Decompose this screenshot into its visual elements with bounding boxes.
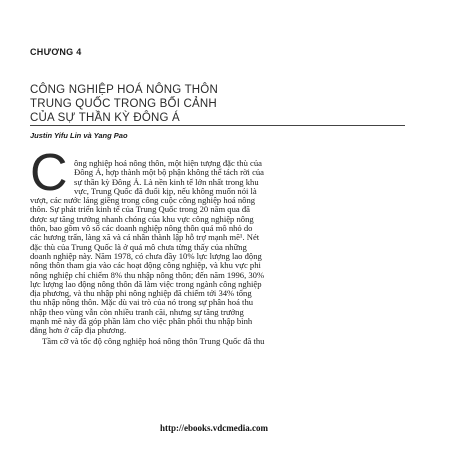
body-line: thôn, bao gồm vô số các doanh nghiệp nông thôn quá mô nhỏ do bbox=[30, 224, 253, 234]
chapter-title-line: TRUNG QUỐC TRONG BỐI CẢNH bbox=[30, 98, 217, 110]
drop-cap: C bbox=[30, 144, 68, 202]
authors: Justin Yifu Lin và Yang Pao bbox=[30, 131, 128, 140]
body-line: mạnh mẽ này đã góp phần làm cho việc phân phối thu nhập bình bbox=[30, 317, 253, 327]
body-line: ông nghiệp hoá nông thôn, một hiện tượng đặc thù của bbox=[74, 159, 262, 168]
body-line: địa phương, và thu nhập phi nông nghiệp đã chiếm tới 34% tổng bbox=[30, 289, 252, 299]
body-line: các hương trấn, làng xã và cá nhân thành lập hỗ trợ mạnh mẽ¹. Nét bbox=[30, 233, 260, 243]
body-line: thu nhập nông thôn. Mặc dù vai trò của nó trong sự phân hoá thu bbox=[30, 298, 254, 308]
body-line: đẳng hơn ở cấp địa phương. bbox=[30, 326, 127, 336]
body-line: Tầm cỡ và tốc độ công nghiệp hoá nông thôn Trung Quốc đã thu bbox=[42, 335, 265, 346]
body-line: sự thần kỳ Đông Á. Là nền kinh tế lớn nhất trong khu bbox=[74, 177, 259, 187]
body-line: Đông Á, hợp thành một bộ phận không thể tách rời của bbox=[74, 168, 264, 178]
body-line: thôn. Sự phát triển kinh tế của Trung Quốc trong 20 năm qua đã bbox=[30, 205, 250, 215]
body-line: vực, Trung Quốc đã đuổi kịp, nếu không muốn nói là bbox=[74, 186, 257, 196]
body-line: doanh nghiệp này. Năm 1978, có chưa đầy 10% lực lượng lao động bbox=[30, 251, 262, 261]
body-line: nhập theo vùng vẫn còn nhiều tranh cãi, nhưng sự tăng trưởng bbox=[30, 307, 244, 317]
body-line: lực lượng lao động nông thôn đã làm việc trong ngành công nghiệp bbox=[30, 279, 262, 289]
body-line: đặc thù của Trung Quốc là ở quá mô chưa từng thấy của những bbox=[30, 242, 247, 252]
chapter-label: CHƯƠNG 4 bbox=[30, 47, 82, 57]
body-line: nông nghiệp chỉ chiếm 8% thu nhập nông thôn; đến năm 1996, 30% bbox=[30, 270, 265, 280]
title-divider bbox=[30, 125, 405, 126]
chapter-title-line: CỦA SỰ THẦN KỲ ĐÔNG Á bbox=[30, 112, 180, 124]
footer-url: http://ebooks.vdcmedia.com bbox=[160, 423, 268, 433]
body-line: vượt, các nước láng giềng trong công cuộc công nghiệp hoá nông bbox=[30, 196, 256, 206]
body-line: nông thôn tham gia vào các hoạt động công nghiệp, và khu vực phi bbox=[30, 261, 261, 271]
body-text bbox=[30, 159, 406, 346]
chapter-title-line: CÔNG NGHIỆP HOÁ NÔNG THÔN bbox=[30, 84, 218, 96]
chapter-title bbox=[30, 83, 330, 125]
body-line: được sự tăng trưởng nhanh chóng của khu vực công nghiệp nông bbox=[30, 214, 254, 224]
